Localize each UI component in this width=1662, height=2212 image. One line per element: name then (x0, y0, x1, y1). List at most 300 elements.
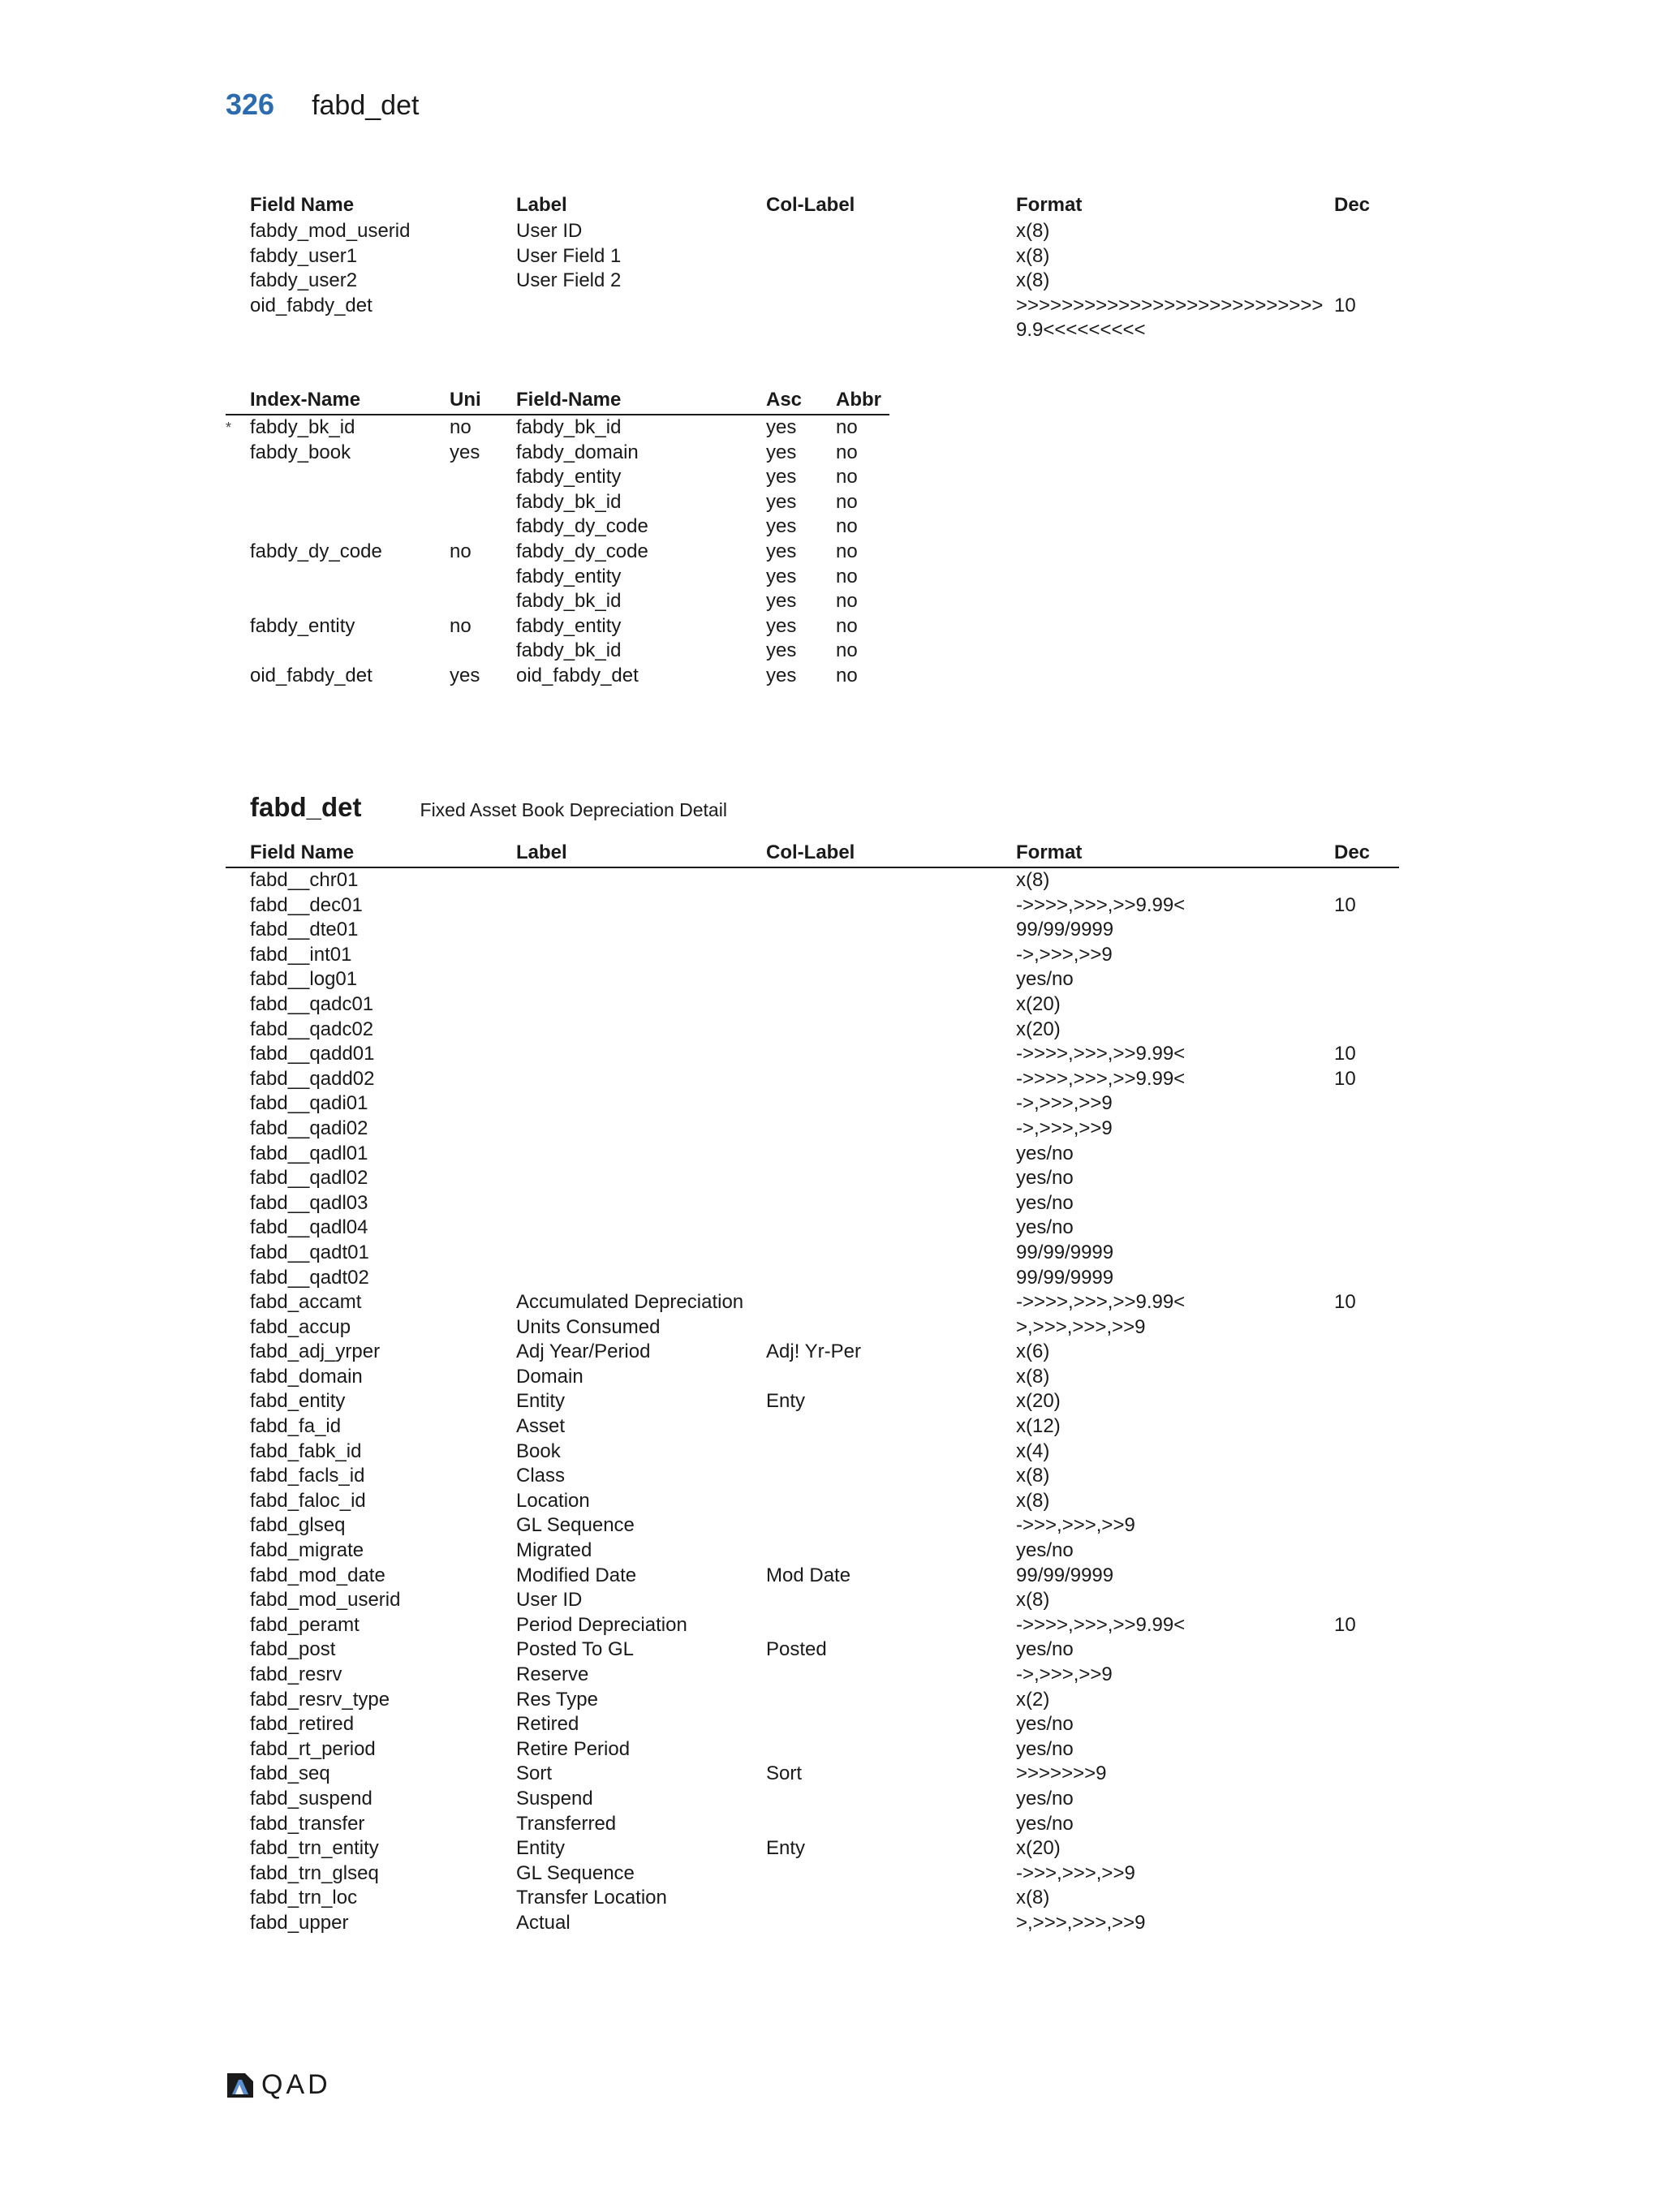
dec-cell: 10 (1334, 1043, 1356, 1065)
primary-index-marker (226, 639, 250, 664)
label-cell (516, 1191, 766, 1216)
marker-column-header (226, 841, 250, 867)
dec-cell (1334, 943, 1399, 968)
abbr-cell: no (836, 590, 858, 613)
format-cell: >,>>>,>>>,>>9 (1016, 1911, 1146, 1934)
column-header-abbr: Abbr (836, 388, 889, 415)
format-cell: >>>>>>>9 (1016, 1762, 1107, 1785)
field-name-cell: fabd__qadc02 (250, 1018, 374, 1040)
table-row (226, 1216, 1399, 1241)
row-marker (226, 1389, 250, 1414)
row-marker (226, 1191, 250, 1216)
col-label-cell (766, 1166, 1016, 1191)
dec-cell (1334, 1637, 1399, 1663)
field-name-cell: fabd_adj_yrper (250, 1341, 381, 1363)
field-name-cell: fabd__qadt02 (250, 1266, 369, 1289)
table-header-row (226, 841, 1399, 867)
page-header (226, 88, 419, 128)
row-marker (226, 967, 250, 992)
dec-cell (1334, 1315, 1399, 1341)
row-marker (226, 1117, 250, 1142)
format-cell: x(4) (1016, 1440, 1050, 1462)
abbr-cell: no (836, 639, 858, 662)
format-cell: x(8) (1016, 1589, 1050, 1612)
field-name-cell: fabd_entity (250, 1390, 346, 1413)
uni-cell: no (450, 540, 471, 562)
field-name-cell: fabd_upper (250, 1911, 349, 1934)
primary-index-marker (226, 465, 250, 490)
abbr-cell: no (836, 490, 858, 513)
label-cell (516, 1091, 766, 1117)
label-cell: Asset (516, 1415, 566, 1438)
field-name-cell: fabd_post (250, 1638, 336, 1661)
col-label-cell (766, 893, 1016, 919)
dec-cell (1334, 1340, 1399, 1365)
table-row (226, 540, 889, 565)
field-name-cell: fabd_peramt (250, 1613, 360, 1636)
uni-cell: yes (450, 664, 480, 686)
asc-cell: yes (766, 441, 797, 463)
table-row (226, 893, 1399, 919)
table-row (226, 1340, 1399, 1365)
dec-cell (1334, 1588, 1399, 1613)
column-header-uni: Uni (450, 388, 516, 415)
index-name-cell: fabdy_book (250, 441, 351, 463)
abbr-cell: no (836, 664, 858, 686)
column-header-col-label: Col-Label (766, 841, 1016, 867)
col-label-cell (766, 1588, 1016, 1613)
table-description: Fixed Asset Book Depreciation Detail (420, 799, 727, 820)
field-name-cell: fabdy_mod_userid (250, 220, 411, 242)
dec-cell (1334, 1663, 1399, 1688)
dec-cell (1334, 1142, 1399, 1167)
row-marker (226, 992, 250, 1018)
col-label-cell (766, 1414, 1016, 1440)
field-name-cell: fabd_rt_period (250, 1737, 376, 1760)
row-marker (226, 1365, 250, 1390)
dec-cell (1334, 867, 1399, 893)
table-name: fabd_det (250, 792, 362, 822)
field-name-cell: fabd__qadi01 (250, 1092, 368, 1115)
format-cell: >,>>>,>>>,>>9 (1016, 1315, 1146, 1338)
dec-cell (1334, 1539, 1399, 1564)
row-marker (226, 244, 250, 269)
col-label-cell (766, 1861, 1016, 1887)
field-name-cell: oid_fabdy_det (250, 294, 372, 316)
format-cell: x(20) (1016, 1837, 1061, 1860)
col-label-cell: Adj! Yr-Per (766, 1341, 861, 1363)
label-cell: Units Consumed (516, 1315, 661, 1338)
table-row (226, 1414, 1399, 1440)
format-cell: x(8) (1016, 869, 1050, 891)
col-label-cell (766, 1663, 1016, 1688)
label-cell: Transfer Location (516, 1887, 667, 1909)
table-row (226, 1018, 1399, 1043)
abbr-cell: no (836, 466, 858, 488)
row-marker (226, 1414, 250, 1440)
field-name-cell: fabd_faloc_id (250, 1489, 366, 1512)
dec-cell (1334, 1241, 1399, 1266)
field-name-cell: fabd_resrv_type (250, 1688, 390, 1711)
column-header-format: Format (1016, 194, 1083, 216)
label-cell: Actual (516, 1911, 571, 1934)
field-name-cell: fabd_seq (250, 1762, 330, 1785)
field-name-cell: fabd_retired (250, 1713, 355, 1736)
format-cell: yes/no (1016, 1142, 1074, 1164)
format-cell: x(20) (1016, 1018, 1061, 1040)
row-marker (226, 1663, 250, 1688)
label-cell (516, 1067, 766, 1092)
uni-cell (450, 465, 516, 490)
col-label-cell (766, 1489, 1016, 1514)
index-section (226, 388, 889, 689)
row-marker (226, 1762, 250, 1787)
format-cell: ->>>>,>>>,>>9.99< (1016, 1043, 1186, 1065)
col-label-cell (766, 1440, 1016, 1465)
label-cell: Retired (516, 1713, 579, 1736)
label-cell: Posted To GL (516, 1638, 634, 1661)
row-marker (226, 1637, 250, 1663)
uni-cell: yes (450, 441, 480, 463)
index-name-cell (250, 490, 450, 515)
field-name-cell: fabd__qadc01 (250, 992, 374, 1015)
row-marker (226, 219, 250, 244)
format-cell: x(8) (1016, 1489, 1050, 1512)
field-name-cell: fabd_domain (250, 1365, 363, 1388)
label-cell (516, 992, 766, 1018)
column-header-label: Label (516, 194, 567, 216)
table-row (226, 465, 889, 490)
format-cell: 99/99/9999 (1016, 1564, 1114, 1586)
table-row (226, 1191, 1399, 1216)
table-row (226, 415, 889, 441)
qad-logo-mark-icon (226, 2072, 255, 2099)
format-cell: x(8) (1016, 1887, 1050, 1909)
row-marker (226, 1712, 250, 1737)
index-name-cell: oid_fabdy_det (250, 664, 372, 686)
dec-cell (1334, 967, 1399, 992)
row-marker (226, 943, 250, 968)
col-label-cell (766, 992, 1016, 1018)
row-marker (226, 1091, 250, 1117)
col-label-cell: Sort (766, 1762, 803, 1785)
field-name-cell: fabd_trn_glseq (250, 1861, 379, 1884)
row-marker (226, 1737, 250, 1762)
label-cell: Adj Year/Period (516, 1341, 651, 1363)
col-label-cell (766, 219, 1016, 244)
column-header-label: Label (516, 841, 766, 867)
column-header-field-name: Field-Name (516, 388, 766, 415)
field-name-cell: fabd__qadd02 (250, 1067, 375, 1090)
column-header-format: Format (1016, 841, 1334, 867)
uni-cell (450, 589, 516, 614)
column-header-field-name: Field Name (250, 841, 516, 867)
asc-cell: yes (766, 490, 797, 513)
asc-cell: yes (766, 565, 797, 587)
primary-index-marker (226, 514, 250, 540)
table-row (226, 1091, 1399, 1117)
page-number: 326 (226, 88, 275, 121)
col-label-cell (766, 1315, 1016, 1341)
dec-cell (1334, 1688, 1399, 1713)
row-marker (226, 1018, 250, 1043)
row-marker (226, 1340, 250, 1365)
format-cell: ->,>>>,>>9 (1016, 1092, 1113, 1115)
field-name-cell: fabd_trn_entity (250, 1837, 379, 1860)
field-name-cell: fabdy_entity (516, 614, 622, 637)
row-marker (226, 1290, 250, 1315)
dec-cell (1334, 1836, 1399, 1861)
index-name-cell: fabdy_dy_code (250, 540, 382, 562)
field-name-cell: fabd_trn_loc (250, 1887, 358, 1909)
row-marker (226, 1464, 250, 1489)
col-label-cell (766, 1513, 1016, 1539)
table-header-row (226, 388, 889, 415)
uni-cell (450, 490, 516, 515)
table-row (226, 294, 1383, 343)
table-row (226, 867, 1399, 893)
table-row (226, 1787, 1399, 1812)
field-name-cell: fabd_glseq (250, 1514, 346, 1537)
table-row (226, 1564, 1399, 1589)
table-row (226, 1513, 1399, 1539)
field-name-cell: fabdy_bk_id (516, 416, 622, 438)
table-header-row (226, 193, 1383, 219)
col-label-cell (766, 244, 1016, 269)
primary-index-marker (226, 565, 250, 590)
format-cell: ->,>>>,>>9 (1016, 1663, 1113, 1685)
page-topic: fabd_det (312, 90, 420, 121)
dec-cell (1334, 1216, 1399, 1241)
table-row (226, 1290, 1399, 1315)
table-row (226, 1812, 1399, 1837)
row-marker (226, 1067, 250, 1092)
field-name-cell: fabdy_user1 (250, 244, 358, 267)
dec-cell (1334, 1762, 1399, 1787)
col-label-cell (766, 1886, 1016, 1911)
row-marker (226, 1861, 250, 1887)
format-cell: ->,>>>,>>9 (1016, 1117, 1113, 1139)
table-row (226, 441, 889, 466)
asc-cell: yes (766, 515, 797, 538)
primary-index-marker (226, 614, 250, 639)
field-name-cell: fabdy_bk_id (516, 490, 622, 513)
row-marker (226, 1886, 250, 1911)
continued-fields-table (226, 193, 1383, 343)
row-marker (226, 893, 250, 919)
format-cell: 99/99/9999 (1016, 1241, 1114, 1263)
col-label-cell (766, 1266, 1016, 1291)
format-cell: yes/no (1016, 1737, 1074, 1760)
primary-index-marker (226, 540, 250, 565)
dec-cell (1334, 269, 1383, 294)
col-label-cell (766, 1067, 1016, 1092)
label-cell: Domain (516, 1365, 583, 1388)
label-cell (516, 1142, 766, 1167)
index-table (226, 388, 889, 689)
format-cell: yes/no (1016, 1812, 1074, 1835)
row-marker (226, 1166, 250, 1191)
label-cell: Migrated (516, 1539, 592, 1562)
col-label-cell (766, 1464, 1016, 1489)
uni-cell: no (450, 416, 471, 438)
label-cell: User ID (516, 220, 583, 242)
format-cell: x(6) (1016, 1341, 1050, 1363)
col-label-cell (766, 1117, 1016, 1142)
label-cell (516, 1241, 766, 1266)
table-row (226, 639, 889, 664)
asc-cell: yes (766, 416, 797, 438)
row-marker (226, 1539, 250, 1564)
label-cell: Entity (516, 1390, 566, 1413)
label-cell: User Field 2 (516, 269, 622, 292)
primary-index-marker (226, 589, 250, 614)
row-marker (226, 1042, 250, 1067)
index-name-cell (250, 514, 450, 540)
table-row (226, 1315, 1399, 1341)
col-label-cell (766, 1613, 1016, 1638)
dec-cell (1334, 1812, 1399, 1837)
dec-cell (1334, 1886, 1399, 1911)
field-name-cell: fabd__qadi02 (250, 1117, 368, 1139)
dec-cell (1334, 219, 1383, 244)
table-row (226, 1861, 1399, 1887)
label-cell: Suspend (516, 1787, 593, 1810)
format-cell: x(12) (1016, 1415, 1061, 1438)
table-row (226, 918, 1399, 943)
dec-cell (1334, 1365, 1399, 1390)
label-cell: Location (516, 1489, 590, 1512)
primary-index-marker: * (226, 420, 232, 436)
field-name-cell: fabd_suspend (250, 1787, 372, 1810)
format-cell: x(20) (1016, 1390, 1061, 1413)
field-name-cell: fabd__qadl04 (250, 1216, 368, 1239)
field-name-cell: fabd__qadd01 (250, 1043, 375, 1065)
format-cell: x(2) (1016, 1688, 1050, 1711)
format-cell: ->>>>,>>>,>>9.99< (1016, 1067, 1186, 1090)
label-cell: Accumulated Depreciation (516, 1291, 744, 1314)
column-header-col-label: Col-Label (766, 194, 855, 216)
format-cell: x(8) (1016, 220, 1050, 242)
abbr-cell: no (836, 614, 858, 637)
dec-cell: 10 (1334, 1291, 1356, 1314)
table-row (226, 1911, 1399, 1936)
table-row (226, 1266, 1399, 1291)
col-label-cell: Enty (766, 1390, 806, 1413)
label-cell: GL Sequence (516, 1861, 635, 1884)
table-row (226, 943, 1399, 968)
label-cell (516, 1018, 766, 1043)
index-name-cell: fabdy_entity (250, 614, 355, 637)
table-row (226, 1588, 1399, 1613)
table-row (226, 1762, 1399, 1787)
format-cell: x(20) (1016, 992, 1061, 1015)
field-name-cell: fabd_accup (250, 1315, 351, 1338)
label-cell: Entity (516, 1837, 566, 1860)
dec-cell (1334, 1389, 1399, 1414)
field-name-cell: fabdy_bk_id (516, 639, 622, 662)
row-marker (226, 1836, 250, 1861)
col-label-cell (766, 918, 1016, 943)
table-row (226, 992, 1399, 1018)
format-cell: yes/no (1016, 1638, 1074, 1661)
index-name-cell: fabdy_bk_id (250, 416, 355, 438)
field-name-cell: fabd_mod_userid (250, 1589, 401, 1612)
col-label-cell (766, 1737, 1016, 1762)
label-cell (516, 1042, 766, 1067)
format-cell: x(8) (1016, 1365, 1050, 1388)
dec-cell (1334, 1266, 1399, 1291)
table-row (226, 967, 1399, 992)
format-cell: x(8) (1016, 269, 1050, 292)
row-marker (226, 1142, 250, 1167)
format-cell: ->>>>,>>>,>>9.99< (1016, 1291, 1186, 1314)
dec-cell (1334, 1191, 1399, 1216)
field-name-cell: fabd_mod_date (250, 1564, 385, 1586)
asc-cell: yes (766, 540, 797, 562)
table-row (226, 1042, 1399, 1067)
label-cell: User Field 1 (516, 244, 622, 267)
index-name-cell (250, 465, 450, 490)
label-cell (516, 967, 766, 992)
field-name-cell: fabdy_dy_code (516, 540, 648, 562)
primary-index-marker (226, 441, 250, 466)
qad-logo-text: QAD (261, 2069, 331, 2100)
dec-cell (1334, 1018, 1399, 1043)
row-marker (226, 1688, 250, 1713)
label-cell (516, 867, 766, 893)
col-label-cell (766, 1539, 1016, 1564)
row-marker (226, 1787, 250, 1812)
field-name-cell: fabdy_user2 (250, 269, 358, 292)
index-body (226, 415, 889, 689)
label-cell: User ID (516, 1589, 583, 1612)
row-marker (226, 1440, 250, 1465)
row-marker (226, 1613, 250, 1638)
table-row (226, 219, 1383, 244)
field-name-cell: fabd_accamt (250, 1291, 362, 1314)
index-name-cell (250, 639, 450, 664)
table-row (226, 244, 1383, 269)
row-marker (226, 1216, 250, 1241)
table-title (250, 792, 727, 823)
index-name-cell (250, 589, 450, 614)
format-cell: 99/99/9999 (1016, 919, 1114, 941)
table-row (226, 589, 889, 614)
table-row (226, 1440, 1399, 1465)
format-cell: >>>>>>>>>>>>>>>>>>>>>>>>>>>9.9<<<<<<<<< (1016, 294, 1324, 342)
table-row (226, 1688, 1399, 1713)
marker-column-header (226, 193, 250, 219)
continued-fields-section (226, 193, 1383, 343)
label-cell (516, 294, 766, 343)
table-row (226, 490, 889, 515)
table-row (226, 565, 889, 590)
format-cell: yes/no (1016, 968, 1074, 991)
format-cell: ->>>>,>>>,>>9.99< (1016, 893, 1186, 916)
col-label-cell (766, 1241, 1016, 1266)
table-row (226, 1464, 1399, 1489)
asc-cell: yes (766, 664, 797, 686)
format-cell: yes/no (1016, 1787, 1074, 1810)
label-cell (516, 1216, 766, 1241)
field-name-cell: fabd__dec01 (250, 893, 363, 916)
row-marker (226, 918, 250, 943)
format-cell: ->>>>,>>>,>>9.99< (1016, 1613, 1186, 1636)
field-name-cell: fabd__int01 (250, 943, 352, 966)
column-header-field-name: Field Name (250, 194, 355, 216)
col-label-cell (766, 1812, 1016, 1837)
